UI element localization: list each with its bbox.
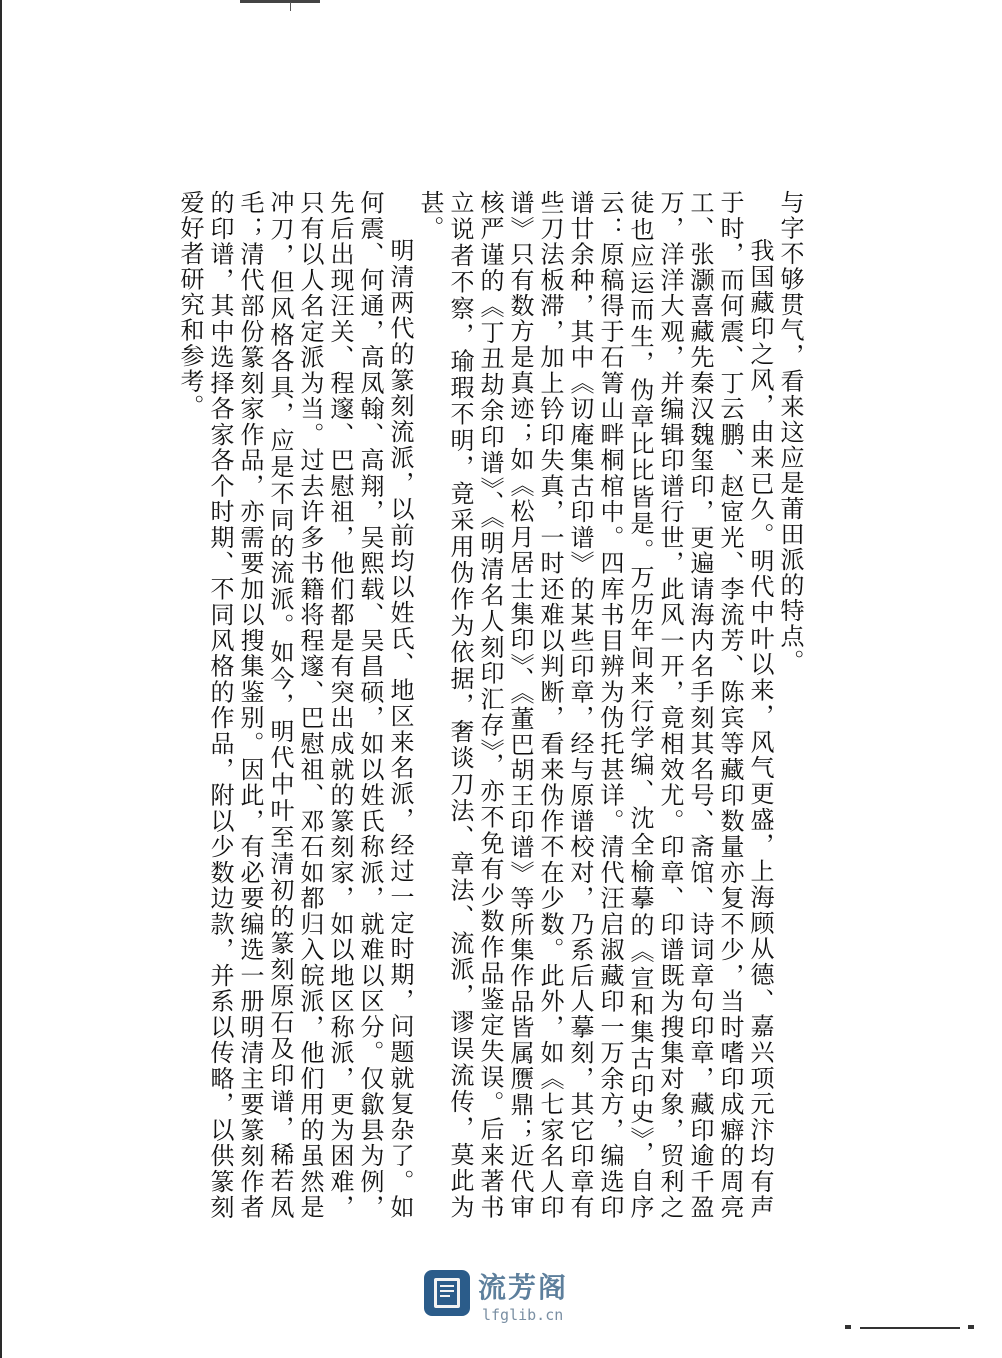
scan-edge [0, 0, 2, 1358]
bottom-scan-dot [845, 1325, 851, 1329]
bottom-scan-line [860, 1327, 960, 1329]
body-text [176, 190, 805, 1220]
top-scan-tick [290, 2, 291, 11]
site-watermark [424, 1266, 604, 1338]
paragraph-2: 我国藏印之风，由来已久。明代中叶以来，风气更盛，上海顾从德、嘉兴项元汴均有声于时，而何震、丁云鹏、赵宧光、李流芳、陈宾等藏印数量亦复不少，当时嗜印成癖的周亮工、张灏喜藏先秦汉魏玺印，更遍请海内名手刻其名号、斋馆、诗词章句印章，藏印逾千盈万，洋洋大观，并编辑印谱行世，此风一开，竟相效尤。印章、印谱既为搜集对象，贸利之徒也应运而生，伪章比比皆是。万历年间来行学编、沈全榆摹的《宣和集古印史》，自序云：原稿得于石箐山畔桐棺中。四库书目辨为伪托甚详。清代汪启淑藏印一万余方，编选印谱廿余种，其中《讱庵集古印谱》的某些印章，经与原谱校对，乃系后人摹刻，其它印章有些刀法板滞，加上钤印失真，一时还难以判断，看来伪作不在少数。此外，如《七家名人印谱》只有数方是真迹；如《松月居士集印》、《董巴胡王印谱》等所集作品皆属赝鼎；近代审核严谨的《丁丑劫余印谱》、《明清名人刻印汇存》，亦不免有少数作品鉴定失误。后来著书立说者不察，瑜瑕不明，竟采用伪作为依据，奢谈刀法、章法、流派，谬误流传，莫此为甚。 [416, 190, 774, 1220]
book-icon [424, 1270, 470, 1316]
bottom-scan-dot [968, 1325, 974, 1329]
paragraph-1: 与字不够贯气，看来这应是莆田派的特点。 [776, 190, 804, 675]
paragraph-3: 明清两代的篆刻流派，以前均以姓氏、地区来名派，经过一定时期，问题就复杂了。如何震、何通，高凤翰、高翔，吴熙载、吴昌硕，如以姓氏称派，就难以区分。仅歙县为例，先后出现汪关、程邃、巴慰祖，他们都是有突出成就的篆刻家，如以地区称派，更为困难，只有以人名定派为当。过去许多书籍将程邃、巴慰祖、邓石如都归入皖派，他们用的虽然是冲刀，但风格各具，应是不同的流派。如今，明代中叶至清初的篆刻原石及印谱，稀若凤毛；清代部份篆刻家作品，亦需要加以搜集鉴别。因此，有必要编选一册明清主要篆刻作者的印谱，其中选择各家各个时期、不同风格的作品，附以少数边款，并系以传略，以供篆刻爱好者研究和参考。 [176, 190, 414, 1220]
watermark-url: lfglib.cn [482, 1306, 564, 1324]
watermark-title: 流芳阁 [478, 1271, 569, 1304]
top-scan-mark [240, 0, 320, 3]
